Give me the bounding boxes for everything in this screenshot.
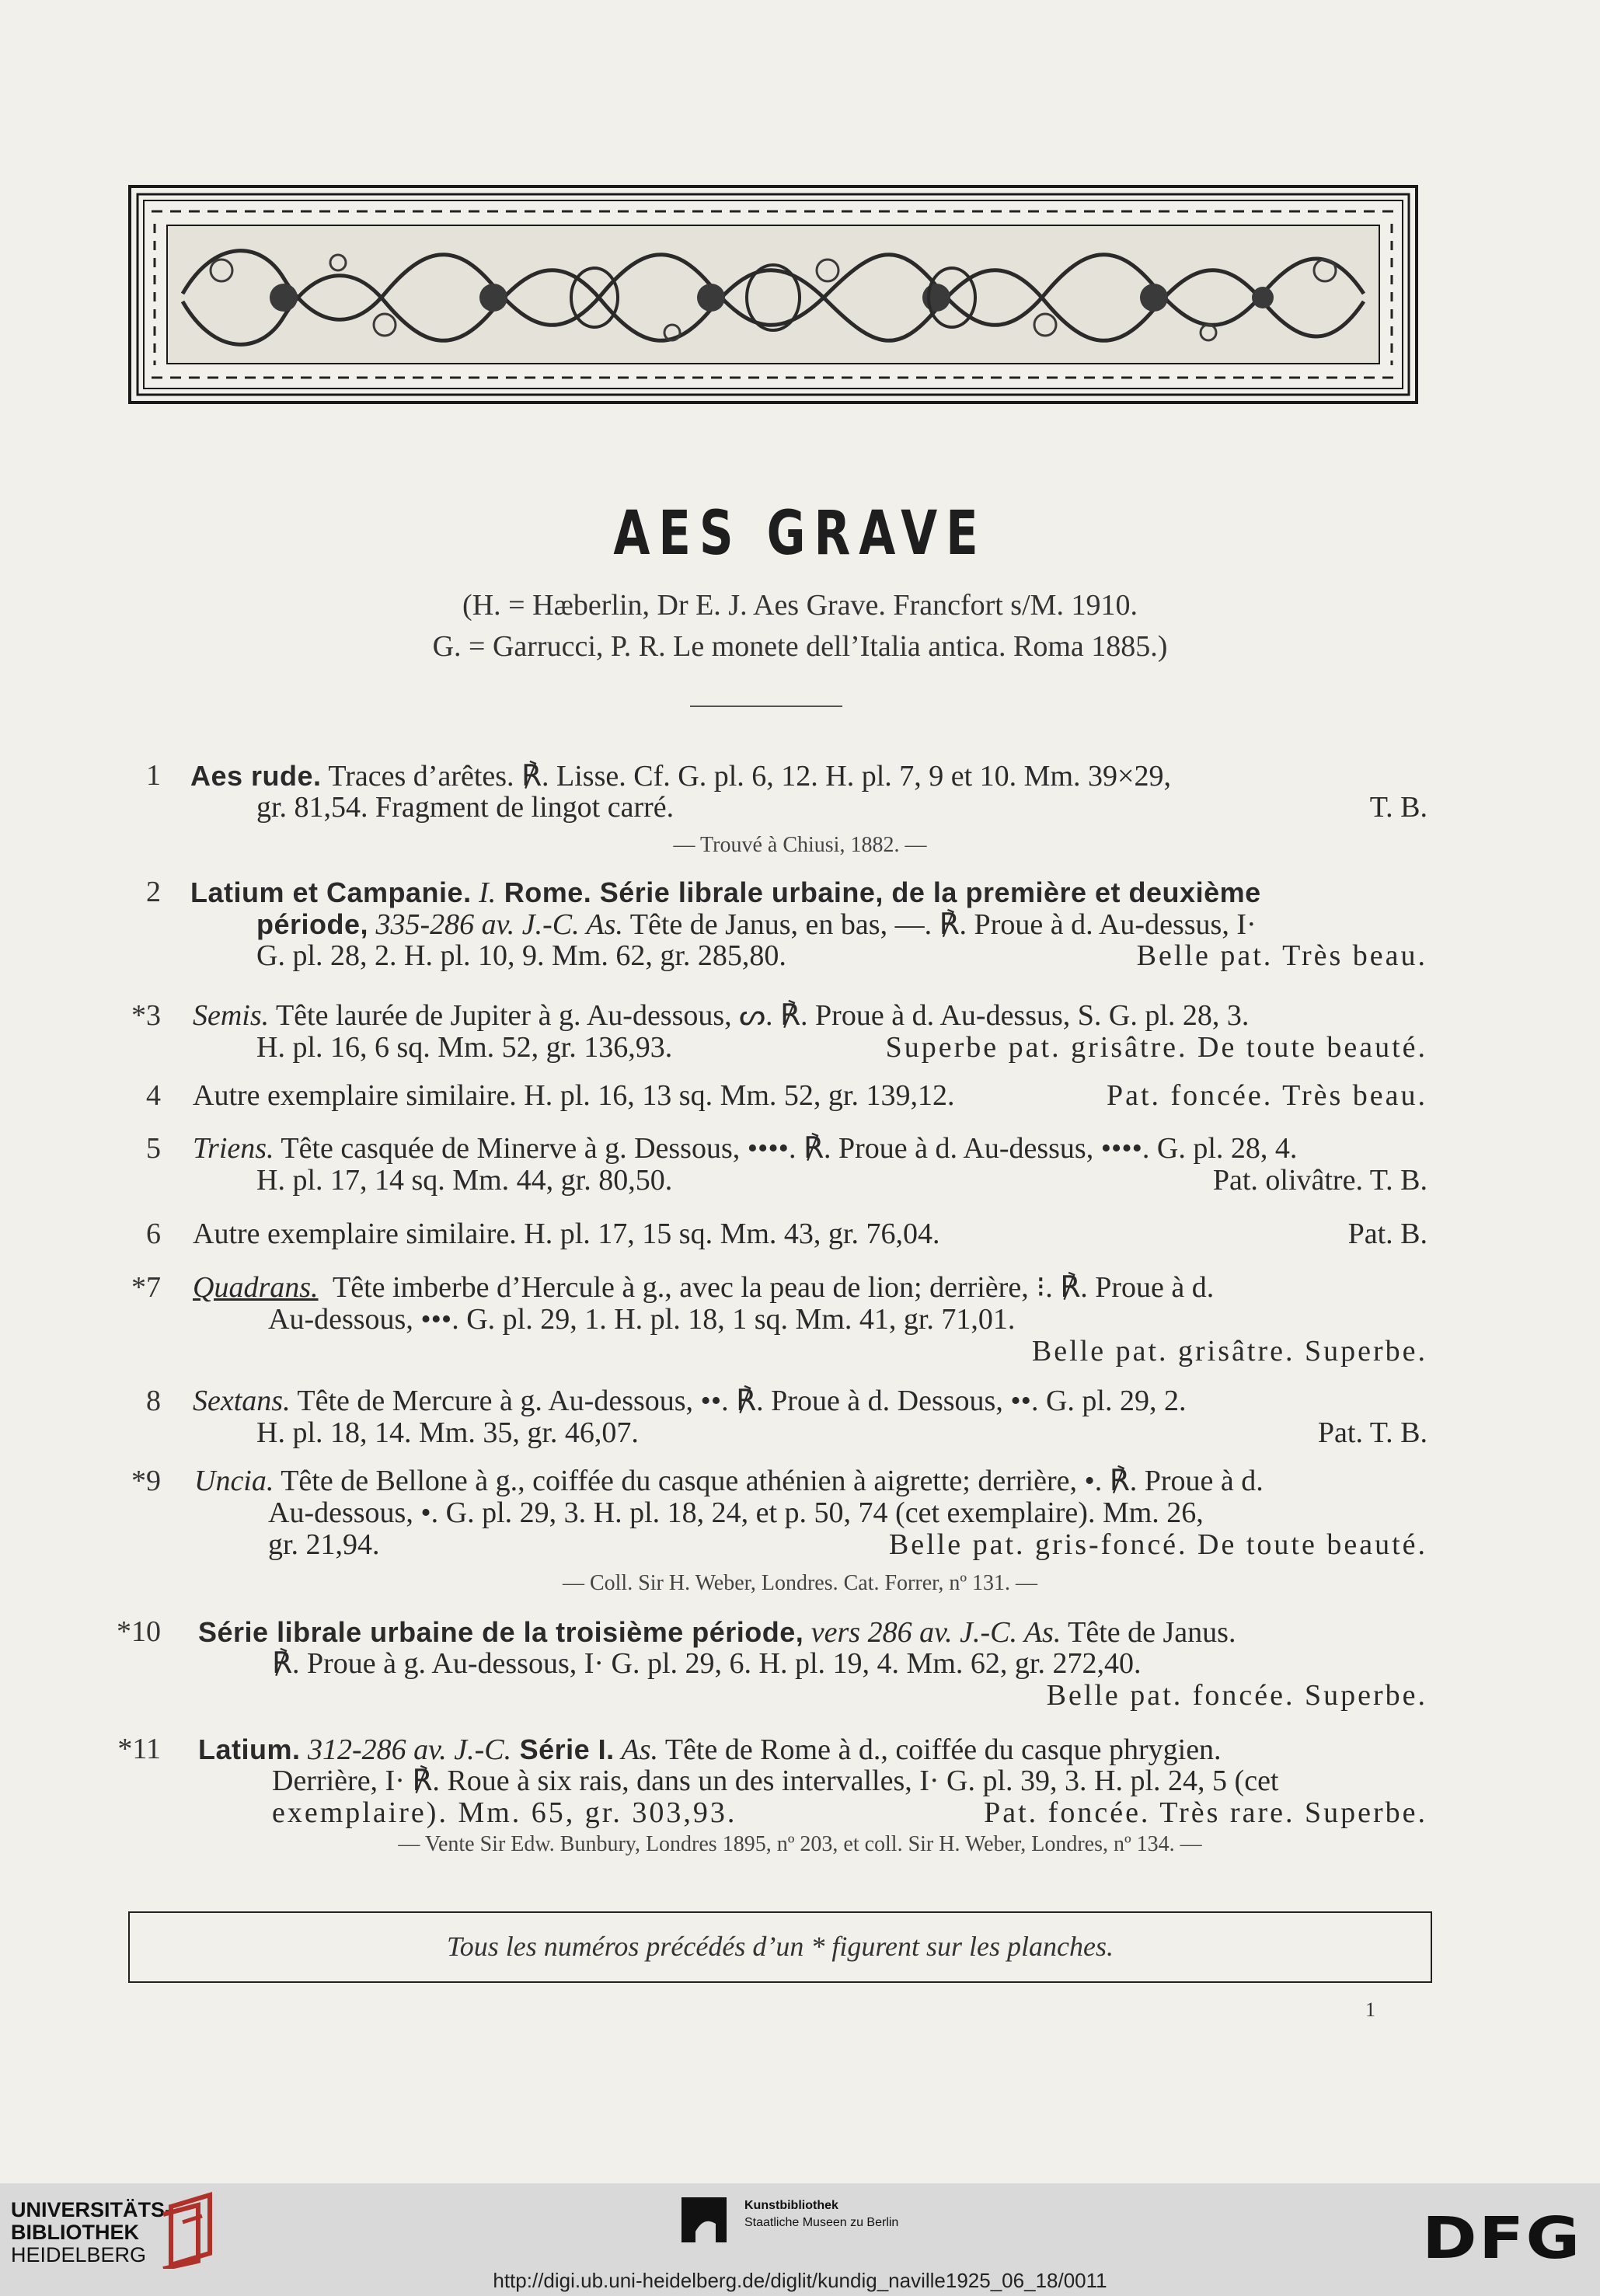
entry-number: *3 xyxy=(131,999,161,1032)
entry-grade: Belle pat. grisâtre. Superbe. xyxy=(1031,1335,1427,1367)
entry-line-2: ℟. Proue à g. Au-dessous, I· G. pl. 29, 6. H. pl. 19, 4. Mm. 62, gr. 272,40. xyxy=(272,1647,1142,1680)
entry-grade: Belle pat. Très beau. xyxy=(1136,939,1427,972)
reference-line-garrucci: G. = Garrucci, P. R. Le monete dell’Italia antica. Roma 1885.) xyxy=(432,630,1168,663)
entry-line-2: période, 335-286 av. J.-C. As. Tête de Janus, en bas, —. ℟. Proue à d. Au-dessus, I· xyxy=(256,908,1257,941)
entry-line-2: Au-dessous, •. G. pl. 29, 3. H. pl. 18, 24, et p. 50, 74 (cet exemplaire). Mm. 26, xyxy=(268,1496,1204,1529)
entry-line-1: Latium. 312-286 av. J.-C. Série I. As. Tête de Rome à d., coiffée du casque phrygien. xyxy=(198,1733,1222,1766)
ub-heidelberg-logo-icon xyxy=(155,2191,225,2269)
entry-number: 6 xyxy=(146,1218,161,1250)
entry-grade: Pat. olivâtre. T. B. xyxy=(1212,1164,1427,1197)
entry-number: *7 xyxy=(131,1271,161,1304)
entry-number: 4 xyxy=(146,1079,161,1112)
permalink-url[interactable]: http://digi.ub.uni-heidelberg.de/diglit/kundig_naville1925_06_18/0011 xyxy=(493,2269,1107,2292)
entry-grade: Belle pat. foncée. Superbe. xyxy=(1046,1679,1427,1712)
entry-number: *11 xyxy=(117,1733,161,1765)
entry-line-1: Quadrans. xyxy=(193,1271,319,1304)
page-number: 1 xyxy=(1365,1998,1375,2021)
entry-line-1: Autre exemplaire similaire. H. pl. 16, 13 sq. Mm. 52, gr. 139,12. xyxy=(193,1079,955,1112)
entry-line-1: Sextans. Tête de Mercure à g. Au-dessous, ••. ℟. Proue à d. Dessous, ••. G. pl. 29, 2. xyxy=(193,1385,1187,1417)
entry-line-1: Uncia. Tête de Bellone à g., coiffée du casque athénien à aigrette; derrière, •. ℟. Proue à d. xyxy=(194,1465,1264,1497)
provenance-note: — Vente Sir Edw. Bunbury, Londres 1895, nº 203, et coll. Sir H. Weber, Londres, nº 134. — xyxy=(398,1832,1202,1856)
provenance-note: — Trouvé à Chiusi, 1882. — xyxy=(673,833,927,857)
ornamental-header-band xyxy=(128,185,1418,404)
entry-number: 5 xyxy=(146,1132,161,1165)
entry-line-2: Au-dessous, •••. G. pl. 29, 1. H. pl. 18, 1 sq. Mm. 41, gr. 71,01. xyxy=(268,1303,1016,1336)
kunstbibliothek-wordmark: Kunstbibliothek Staatliche Museen zu Berlin xyxy=(744,2199,899,2229)
entry-line-3: exemplaire). Mm. 65, gr. 303,93. xyxy=(272,1796,737,1829)
entry-line-1-cont: Tête imberbe d’Hercule à g., avec la peau de lion; derrière, ⁝. ℟. Proue à d. xyxy=(333,1271,1215,1304)
entry-grade: Pat. T. B. xyxy=(1317,1416,1427,1449)
entry-grade: Superbe pat. grisâtre. De toute beauté. xyxy=(885,1031,1427,1064)
entry-grade: Pat. foncée. Très rare. Superbe. xyxy=(984,1796,1427,1829)
entry-line-1: Latium et Campanie. I. Rome. Série librale urbaine, de la première et deuxième xyxy=(190,876,1261,909)
entry-grade: T. B. xyxy=(1369,791,1427,824)
kunstbibliothek-logo-icon xyxy=(681,2197,727,2242)
entry-line-2: H. pl. 17, 14 sq. Mm. 44, gr. 80,50. xyxy=(256,1164,673,1197)
entry-line-2: gr. 81,54. Fragment de lingot carré. xyxy=(256,791,675,824)
entry-line-3: G. pl. 28, 2. H. pl. 10, 9. Mm. 62, gr. 285,80. xyxy=(256,939,786,972)
entry-line-3: gr. 21,94. xyxy=(268,1528,380,1561)
entry-line-1: Triens. Tête casquée de Minerve à g. Dessous, ••••. ℟. Proue à d. Au-dessus, ••••. G. pl. 28, 4. xyxy=(193,1132,1298,1165)
provenance-note: — Coll. Sir H. Weber, Londres. Cat. Forrer, nº 131. — xyxy=(562,1571,1038,1595)
ub-heidelberg-wordmark: UNIVERSITÄTS- BIBLIOTHEK HEIDELBERG xyxy=(11,2198,173,2266)
entry-number: 8 xyxy=(146,1385,161,1417)
entry-line-1: Semis. Tête laurée de Jupiter à g. Au-dessous, ᔕ. ℟. Proue à d. Au-dessus, S. G. pl. 28, 3. xyxy=(193,999,1250,1032)
page-title: AES GRAVE xyxy=(613,499,987,569)
entry-line-1: Autre exemplaire similaire. H. pl. 17, 15 sq. Mm. 43, gr. 76,04. xyxy=(193,1218,940,1250)
entry-number: 1 xyxy=(146,759,161,792)
plates-footnote-box xyxy=(128,1911,1432,1983)
entry-number: 2 xyxy=(146,876,161,908)
entry-number: *9 xyxy=(131,1465,161,1497)
reference-line-haeberlin: (H. = Hæberlin, Dr E. J. Aes Grave. Francfort s/M. 1910. xyxy=(462,589,1138,622)
entry-line-1: Aes rude. Traces d’arêtes. ℟. Lisse. Cf. G. pl. 6, 12. H. pl. 7, 9 et 10. Mm. 39×29, xyxy=(190,760,1171,793)
title-divider xyxy=(690,706,842,707)
entry-grade: Belle pat. gris-foncé. De toute beauté. xyxy=(888,1528,1427,1561)
entry-number: *10 xyxy=(117,1615,161,1648)
entry-line-2: H. pl. 18, 14. Mm. 35, gr. 46,07. xyxy=(256,1416,639,1449)
entry-line-2: H. pl. 16, 6 sq. Mm. 52, gr. 136,93. xyxy=(256,1031,673,1064)
plates-footnote-text: Tous les numéros précédés d’un * figurent sur les planches. xyxy=(447,1931,1114,1962)
entry-grade: Pat. foncée. Très beau. xyxy=(1106,1079,1427,1112)
entry-grade: Pat. B. xyxy=(1347,1218,1427,1250)
dfg-logo: DFG xyxy=(1422,2205,1582,2272)
entry-line-2: Derrière, I· ℟. Roue à six rais, dans un des intervalles, I· G. pl. 39, 3. H. pl. 24, 5 (cet xyxy=(272,1765,1279,1797)
entry-line-1: Série librale urbaine de la troisième période, vers 286 av. J.-C. As. Tête de Janus. xyxy=(198,1616,1236,1649)
